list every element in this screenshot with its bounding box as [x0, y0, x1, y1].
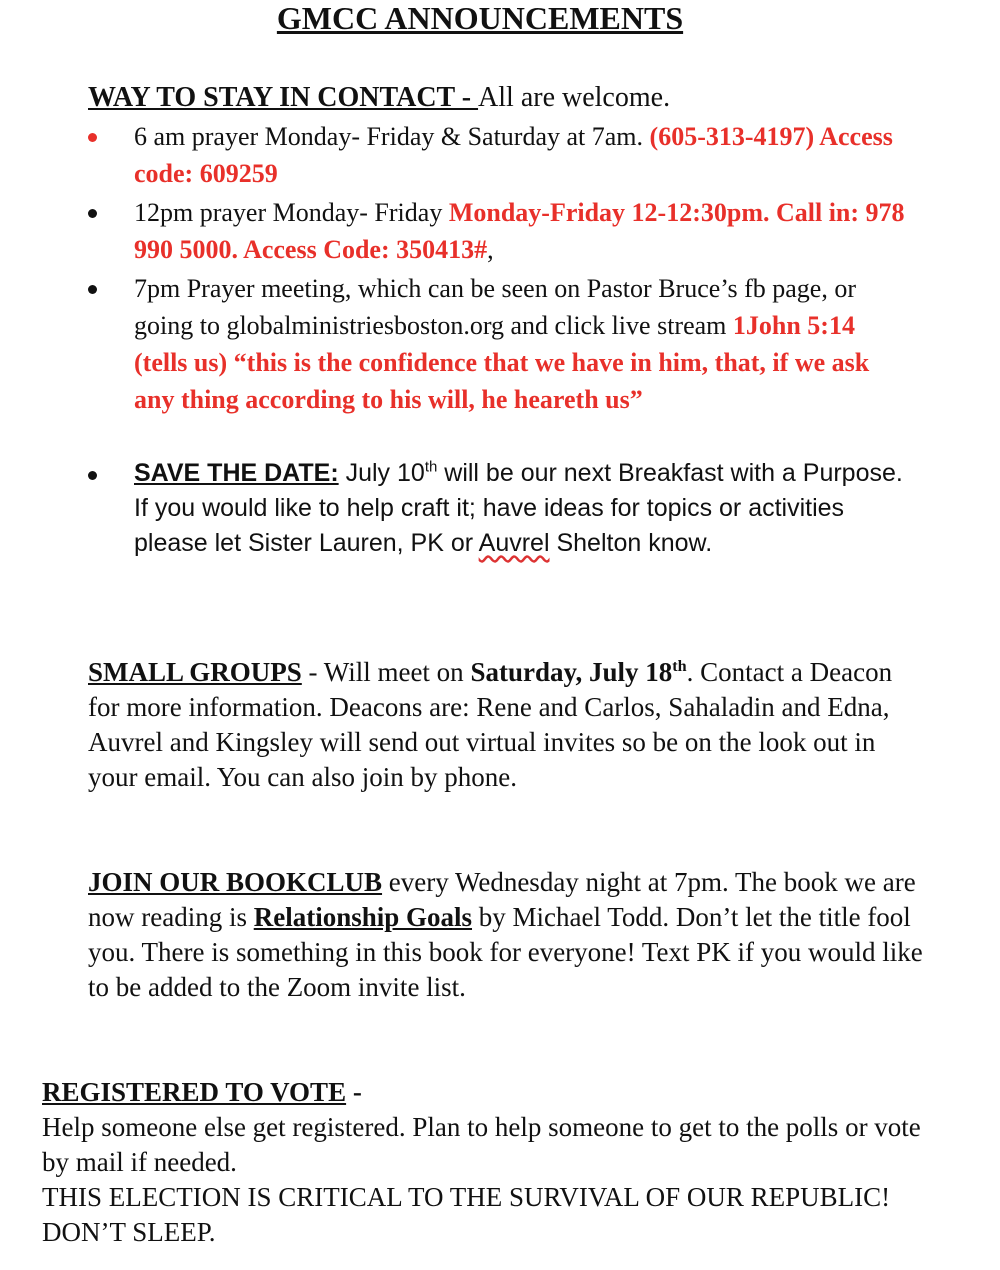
- item-highlight: (605-313-4197) Access code: 609259: [134, 122, 893, 188]
- item-text: 12pm prayer Monday- Friday: [134, 198, 449, 227]
- paragraph-text: . Contact a Deacon for more information. Deacons are: Rene and Carlos, Sahaladin and Edna, Auvrel and Kingsley will send out virtual invites so be on the look out in your email. You can also join by phone.: [88, 657, 893, 792]
- item-highlight: 1John 5:14 (tells us) “this is the confidence that we have in him, that, if we ask any thing according to his will, he heareth us”: [134, 311, 870, 414]
- contact-list: [88, 118, 908, 561]
- vote-warning: THIS ELECTION IS CRITICAL TO THE SURVIVAL OF OUR REPUBLIC! DON’T SLEEP.: [42, 1182, 891, 1247]
- list-item: [88, 270, 908, 418]
- small-groups-heading: SMALL GROUPS: [88, 657, 302, 687]
- spellcheck-word: Auvrel: [478, 529, 550, 557]
- save-date-text: will be our next Breakfast with a Purpose. If you would like to help craft it; have ideas for topics or activities please let Sister Lauren, PK or: [134, 459, 903, 557]
- save-date-sup: th: [424, 458, 438, 476]
- item-text: 7pm Prayer meeting, which can be seen on Pastor Bruce’s fb page, or going to globalministriesboston.org and click live stream: [134, 274, 857, 340]
- vote-text: Help someone else get registered. Plan to help someone to get to the polls or vote by mail if needed.: [42, 1112, 921, 1177]
- contact-heading-tail: All are welcome.: [478, 82, 671, 113]
- save-date-text: July 10: [338, 459, 425, 487]
- list-item: [88, 194, 908, 268]
- page-title: GMCC ANNOUNCEMENTS: [276, 0, 684, 36]
- paragraph-text: - Will meet on: [301, 657, 471, 687]
- save-date-text: Shelton know.: [549, 529, 713, 557]
- item-highlight: Monday-Friday 12-12:30pm. Call in: 978 990 5000. Access Code: 350413#: [134, 198, 905, 264]
- small-groups-paragraph: [88, 655, 928, 795]
- paragraph-text: by Michael Todd. Don’t let the title fool you. There is something in this book for everyone! Text PK if you would like to be added to the Zoom invite list.: [88, 902, 923, 1002]
- item-text-after: ,: [487, 235, 494, 264]
- contact-heading-label: WAY TO STAY IN CONTACT -: [88, 82, 479, 113]
- vote-heading-dash: -: [346, 1077, 362, 1107]
- small-groups-date: Saturday, July 18: [470, 657, 673, 687]
- item-text: 6 am prayer Monday- Friday & Saturday at 7am.: [134, 122, 650, 151]
- vote-heading-label: REGISTERED TO VOTE: [42, 1077, 347, 1107]
- bookclub-heading: JOIN OUR BOOKCLUB: [88, 867, 383, 897]
- contact-heading: [88, 80, 948, 116]
- book-title: Relationship Goals: [253, 902, 473, 932]
- vote-heading: [42, 1075, 942, 1110]
- bookclub-paragraph: [88, 865, 928, 1005]
- vote-section: [42, 1075, 942, 1250]
- list-item-save-the-date: [88, 456, 908, 561]
- list-item: [88, 118, 908, 192]
- small-groups-date-sup: th: [672, 657, 687, 675]
- paragraph-text: every Wednesday night at 7pm. The book we are now reading is: [88, 867, 916, 932]
- save-date-label: SAVE THE DATE:: [134, 459, 339, 487]
